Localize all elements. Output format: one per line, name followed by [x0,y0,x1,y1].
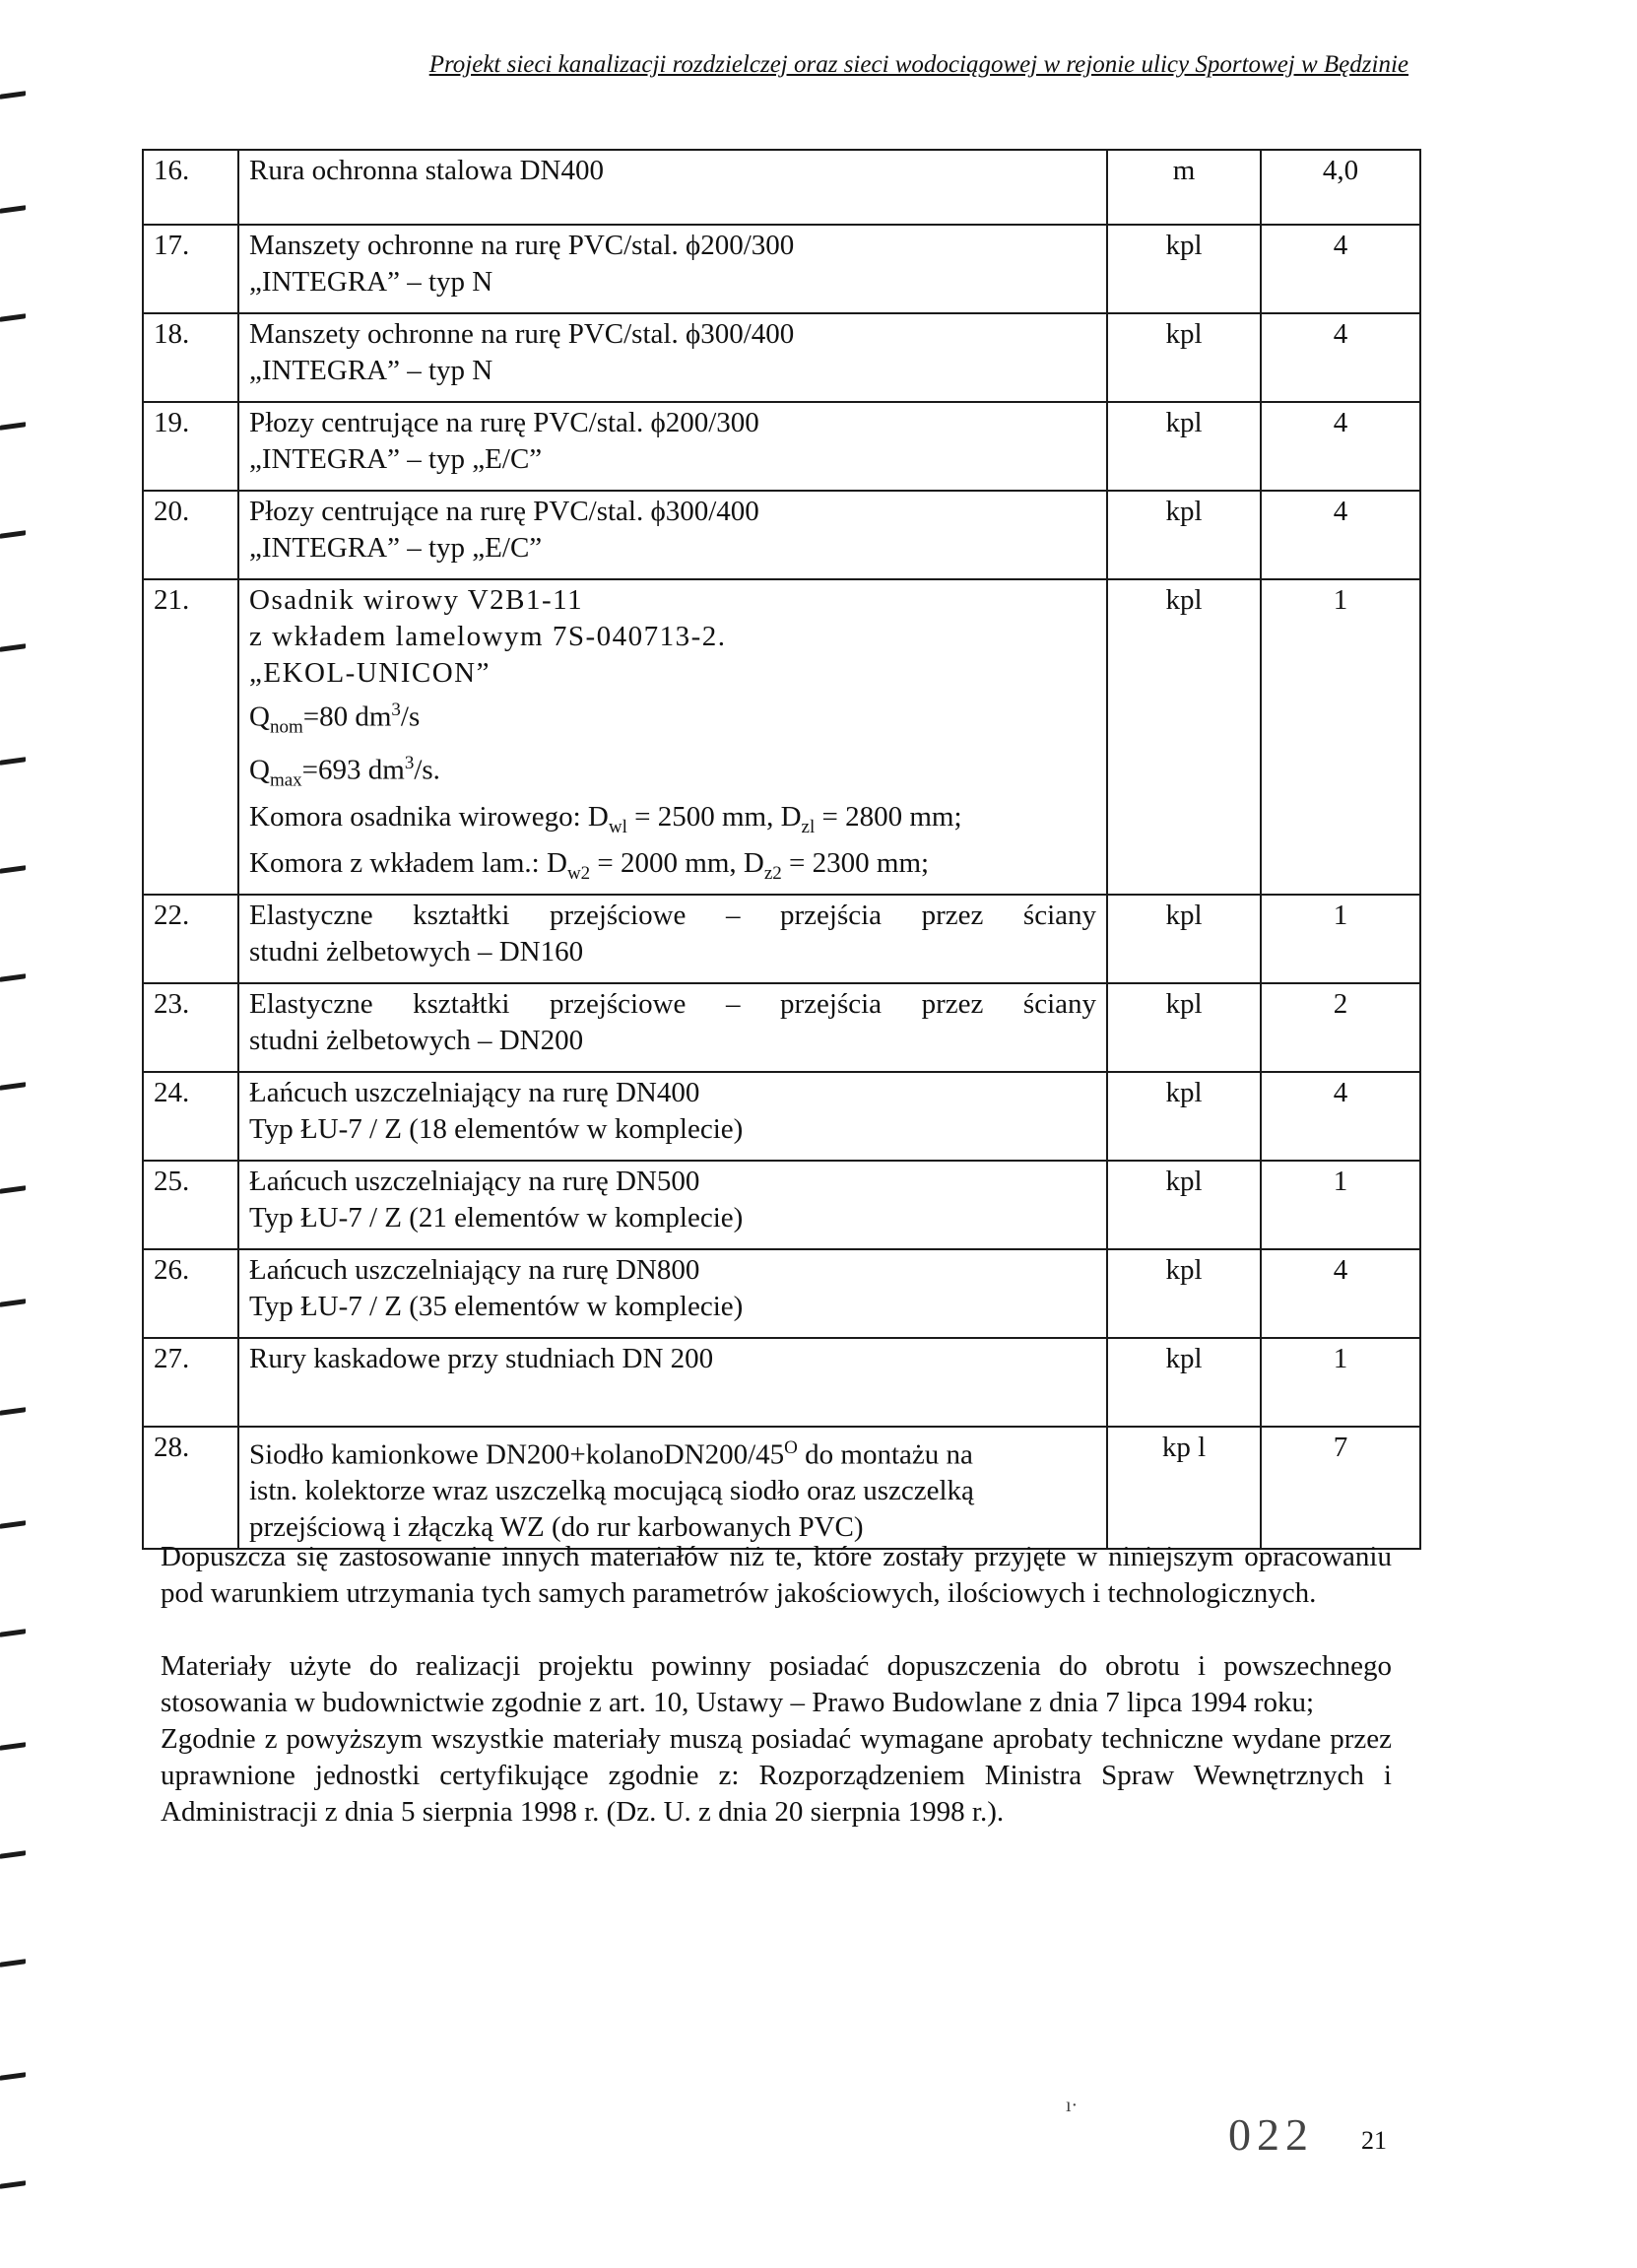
item-quantity: 1 [1261,579,1420,895]
degree-superscript: O [784,1436,798,1458]
item-description [238,895,1107,983]
desc-line: Łańcuch uszczelniający na rurę DN400 [249,1076,700,1108]
flow-symbol: Q [249,700,270,733]
item-number: 24. [143,1072,238,1161]
item-unit: kpl [1107,1072,1261,1161]
item-unit: kpl [1107,1249,1261,1338]
desc-line: Typ ŁU-7 / Z (18 elementów w komplecie) [249,1112,744,1145]
item-description [238,1161,1107,1249]
item-unit: kpl [1107,313,1261,402]
margin-mark [0,1629,26,1637]
chamber-vortex [249,799,1096,845]
desc-line: „INTEGRA” – typ „E/C” [249,532,543,564]
item-number: 20. [143,491,238,579]
paragraph: Materiały użyte do realizacji projektu powinny posiadać dopuszczenia do obrotu i powszechnego stosowania w budownictwie zgodnie z art. 10, Ustawy – Prawo Budowlane z dnia 7 lipca 1994 roku; [161,1650,1392,1718]
flow-superscript: 3 [404,753,415,774]
item-description [238,150,1107,225]
item-number: 25. [143,1161,238,1249]
margin-mark [0,530,26,539]
margin-mark [0,1082,26,1091]
item-quantity: 4 [1261,491,1420,579]
item-description [238,1249,1107,1338]
flow-subscript: nom [269,716,303,738]
flow-nominal [249,692,1096,745]
desc-line: Rura ochronna stalowa DN400 [249,155,604,186]
desc-line: Elastyczne kształtki przejściowe – przejścia przez ściany [249,987,1096,1020]
margin-mark [0,205,26,214]
desc-line: Płozy centrujące na rurę PVC/stal. ϕ200/300 [249,407,759,438]
item-description [238,579,1107,895]
table-row [143,491,1420,579]
item-number: 19. [143,402,238,491]
chamber-text: = 2500 mm, D [626,800,802,833]
table-row [143,1249,1420,1338]
item-number: 22. [143,895,238,983]
flow-unit: /s. [414,755,440,787]
item-unit: kp l [1107,1427,1261,1550]
body-paragraphs [161,1539,1392,1831]
item-number: 17. [143,225,238,313]
chamber-text: = 2800 mm; [815,800,962,833]
desc-line: Płozy centrujące na rurę PVC/stal. ϕ300/400 [249,496,759,527]
item-unit: kpl [1107,895,1261,983]
item-description [238,983,1107,1072]
desc-line: istn. kolektorze wraz uszczelką mocującą siodło oraz uszczelką [249,1475,974,1507]
desc-line: Typ ŁU-7 / Z (21 elementów w komplecie) [249,1201,744,1234]
item-quantity: 2 [1261,983,1420,1072]
item-description [238,1072,1107,1161]
chamber-subscript: wl [608,816,627,837]
item-quantity: 4,0 [1261,150,1420,225]
scan-tick-mark: ı· [1066,2095,1079,2116]
table-row [143,313,1420,402]
chamber-subscript: z2 [763,862,782,884]
margin-mark [0,1742,26,1751]
desc-line: „EKOL-UNICON” [249,657,491,689]
desc-line: Manszety ochronne na rurę PVC/stal. ϕ200/300 [249,230,795,261]
item-quantity: 4 [1261,1072,1420,1161]
margin-mark [0,422,26,431]
margin-mark [0,1520,26,1529]
item-description [238,402,1107,491]
chamber-text: = 2300 mm; [781,846,930,879]
table-row [143,579,1420,895]
item-number: 23. [143,983,238,1072]
chamber-subscript: w2 [566,862,591,884]
flow-value: =693 dm [301,755,405,787]
flow-unit: /s [400,700,421,733]
item-description [238,225,1107,313]
table-row [143,150,1420,225]
chamber-text: Komora osadnika wirowego: D [249,800,609,833]
margin-mark [0,1407,26,1416]
chamber-lamella [249,845,1096,892]
table-row [143,1427,1420,1550]
desc-line: „INTEGRA” – typ N [249,355,493,386]
desc-line: z wkładem lamelowym 7S-040713-2. [249,621,727,652]
item-number: 27. [143,1338,238,1427]
desc-line: Manszety ochronne na rurę PVC/stal. ϕ300/400 [249,318,795,350]
desc-line: „INTEGRA” – typ N [249,266,493,298]
materials-table [142,149,1421,1550]
desc-line: Typ ŁU-7 / Z (35 elementów w komplecie) [249,1290,744,1322]
item-quantity: 1 [1261,1161,1420,1249]
desc-line: studni żelbetowych – DN200 [249,1024,584,1056]
chamber-subscript: zl [801,816,816,837]
desc-text: Siodło kamionkowe DN200+kolanoDN200/45 [249,1438,785,1471]
item-quantity: 1 [1261,1338,1420,1427]
flow-superscript: 3 [391,700,401,720]
item-quantity: 4 [1261,1249,1420,1338]
desc-line [249,1430,1096,1474]
item-quantity: 7 [1261,1427,1420,1550]
item-number: 16. [143,150,238,225]
flow-subscript: max [269,769,302,791]
desc-text: do montażu na [797,1438,973,1471]
item-number: 28. [143,1427,238,1550]
margin-mark [0,91,26,100]
item-unit: kpl [1107,579,1261,895]
margin-mark [0,1299,26,1307]
item-quantity: 1 [1261,895,1420,983]
margin-mark [0,757,26,766]
desc-line: Rury kaskadowe przy studniach DN 200 [249,1342,714,1374]
desc-line: przejściową i złączką WZ (do rur karbowanych PVC) [249,1511,864,1544]
item-quantity: 4 [1261,313,1420,402]
table-row [143,1338,1420,1427]
flow-max [249,745,1096,798]
margin-mark [0,643,26,652]
margin-mark [0,2180,26,2189]
desc-line: Łańcuch uszczelniający na rurę DN800 [249,1253,700,1286]
margin-mark [0,1850,26,1859]
desc-line: studni żelbetowych – DN160 [249,935,584,967]
desc-line: Elastyczne kształtki przejściowe – przejścia przez ściany [249,899,1096,931]
margin-mark [0,1959,26,1968]
item-number: 26. [143,1249,238,1338]
table-row [143,225,1420,313]
item-description [238,313,1107,402]
item-unit: kpl [1107,983,1261,1072]
margin-mark [0,973,26,982]
margin-mark [0,865,26,874]
table-row [143,1072,1420,1161]
item-description [238,491,1107,579]
item-unit: kpl [1107,1161,1261,1249]
table-row [143,983,1420,1072]
item-unit: kpl [1107,1338,1261,1427]
chamber-text: Komora z wkładem lam.: D [249,846,567,879]
item-description [238,1427,1107,1550]
margin-mark [0,2072,26,2081]
paragraph: Zgodnie z powyższym wszystkie materiały muszą posiadać wymagane aprobaty techniczne wydane przez uprawnione jednostki certyfikujące zgodnie z: Rozporządzeniem Ministra Spraw Wewnętrznych i Administracji z dnia 5 sierpnia 1998 r. (Dz. U. z dnia 20 sierpnia 1998 r.). [161,1723,1392,1828]
item-unit: kpl [1107,225,1261,313]
chamber-text: = 2000 mm, D [590,846,764,879]
item-unit: kpl [1107,402,1261,491]
paragraph: Dopuszcza się zastosowanie innych materiałów niż te, które zostały przyjęte w niniejszym opracowaniu pod warunkiem utrzymania tych samych parametrów jakościowych, ilościowych i technologicznych. [161,1541,1392,1609]
page-number: 21 [1361,2126,1387,2155]
item-number: 21. [143,579,238,895]
table-row [143,1161,1420,1249]
materials-table-body [143,150,1420,1549]
table-row [143,895,1420,983]
page-stamp: 022 [1228,2109,1314,2160]
item-quantity: 4 [1261,402,1420,491]
document-header: Projekt sieci kanalizacji rozdzielczej oraz sieci wodociągowej w rejonie ulicy Sportowej w Będzinie [428,51,1408,78]
item-description [238,1338,1107,1427]
margin-mark [0,313,26,322]
flow-symbol: Q [249,755,270,787]
desc-line: Łańcuch uszczelniający na rurę DN500 [249,1165,700,1197]
desc-line: Osadnik wirowy V2B1-11 [249,584,584,616]
item-number: 18. [143,313,238,402]
item-quantity: 4 [1261,225,1420,313]
item-unit: kpl [1107,491,1261,579]
desc-line: „INTEGRA” – typ „E/C” [249,443,543,475]
flow-value: =80 dm [302,700,392,733]
margin-mark [0,1185,26,1194]
item-unit: m [1107,150,1261,225]
table-row [143,402,1420,491]
